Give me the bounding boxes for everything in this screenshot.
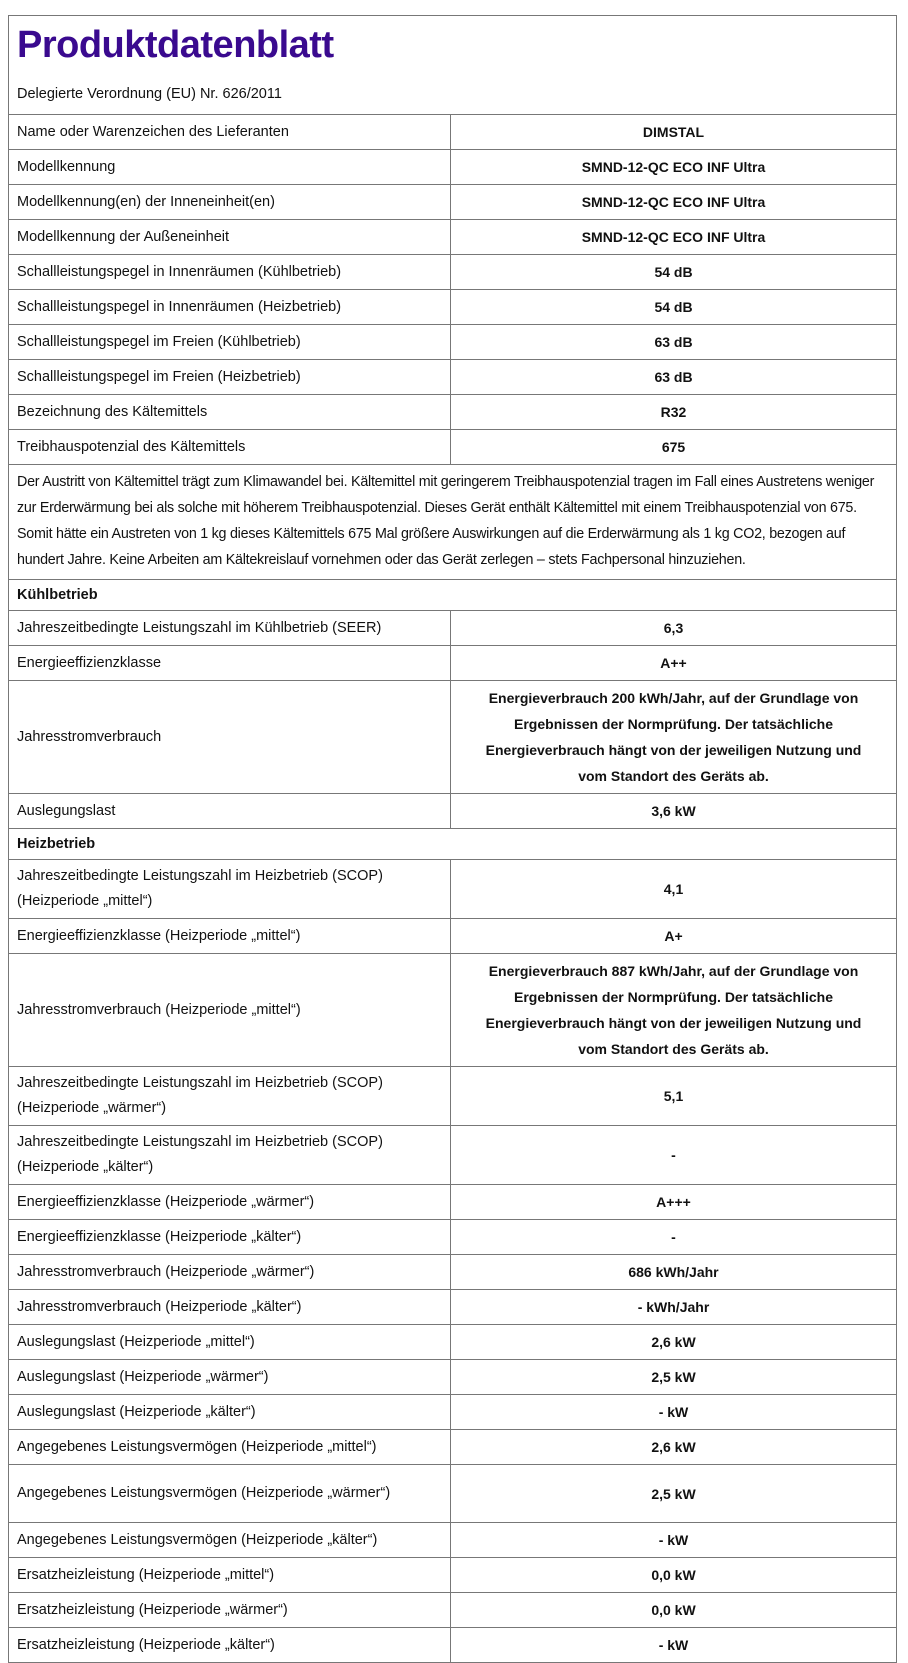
- row-label: Energieeffizienzklasse: [9, 646, 451, 680]
- section-heading: Heizbetrieb: [9, 829, 896, 860]
- row-label: Schallleistungspegel in Innenräumen (Heizbetrieb): [9, 290, 451, 324]
- table-row: [9, 1593, 896, 1628]
- table-row: [9, 115, 896, 150]
- table-row: [9, 255, 896, 290]
- row-value: -: [671, 1147, 676, 1163]
- row-value: DIMSTAL: [642, 124, 705, 140]
- row-label: Auslegungslast (Heizperiode „wärmer“): [9, 1360, 451, 1394]
- row-value: A+: [664, 928, 683, 944]
- row-label: Energieeffizienzklasse (Heizperiode „wärmer“): [9, 1185, 451, 1219]
- table-row: [9, 1126, 896, 1185]
- row-label: Schallleistungspegel im Freien (Kühlbetrieb): [9, 325, 451, 359]
- row-value: A++: [660, 655, 687, 671]
- row-label: Name oder Warenzeichen des Lieferanten: [9, 115, 451, 149]
- row-label: Jahresstromverbrauch (Heizperiode „mittel“): [9, 954, 451, 1066]
- row-label: Jahreszeitbedingte Leistungszahl im Kühlbetrieb (SEER): [9, 611, 451, 645]
- row-label: Energieeffizienzklasse (Heizperiode „mittel“): [9, 919, 451, 953]
- row-label: Ersatzheizleistung (Heizperiode „mittel“): [9, 1558, 451, 1592]
- table-row: [9, 1325, 896, 1360]
- row-value: 2,5 kW: [651, 1485, 696, 1502]
- row-value: R32: [660, 404, 687, 420]
- table-row: [9, 1395, 896, 1430]
- row-value: 2,6 kW: [651, 1334, 696, 1350]
- row-value: 0,0 kW: [651, 1602, 696, 1618]
- row-value: Energieverbrauch 887 kWh/Jahr, auf der Grundlage von Ergebnissen der Normprüfung. Der tatsächliche Energieverbrauch hängt von der jeweiligen Nutzung und vom Standort des Geräts ab.: [485, 963, 862, 1057]
- datasheet-header: [9, 16, 896, 115]
- table-row: [9, 220, 896, 255]
- table-row: [9, 1290, 896, 1325]
- table-row: [9, 860, 896, 919]
- row-value: 54 dB: [654, 264, 693, 280]
- row-label: Jahreszeitbedingte Leistungszahl im Heizbetrieb (SCOP) (Heizperiode „mittel“): [9, 860, 451, 918]
- row-value: 686 kWh/Jahr: [628, 1264, 719, 1280]
- row-label: Bezeichnung des Kältemittels: [9, 395, 451, 429]
- row-value: SMND-12-QC ECO INF Ultra: [581, 229, 766, 245]
- page-title: Produktdatenblatt: [17, 24, 334, 66]
- datasheet-table: [9, 115, 896, 1663]
- row-label: Jahresstromverbrauch: [9, 681, 451, 793]
- product-datasheet: [8, 15, 897, 1663]
- table-row: [9, 681, 896, 794]
- table-row: [9, 325, 896, 360]
- row-value: SMND-12-QC ECO INF Ultra: [581, 159, 766, 175]
- table-row: [9, 1465, 896, 1523]
- row-label: Ersatzheizleistung (Heizperiode „wärmer“): [9, 1593, 451, 1627]
- table-row: [9, 1185, 896, 1220]
- row-value: 63 dB: [654, 369, 693, 385]
- refrigerant-notice: Der Austritt von Kältemittel trägt zum Klimawandel bei. Kältemittel mit geringerem Treibhauspotenzial tragen im Fall eines Austretens weniger zur Erderwärmung bei als solche mit höherem Treibhauspotenzial. Dieses Gerät enthält Kältemittel mit einem Treibhauspotenzial von 675. Somit hätte ein Austreten von 1 kg dieses Kältemittels 675 Mal größere Auswirkungen auf die Erderwärmung als 1 kg CO2, bezogen auf hundert Jahre. Keine Arbeiten am Kältekreislauf vornehmen oder das Gerät zerlegen – stets Fachpersonal hinzuziehen.: [9, 465, 896, 580]
- row-value: 3,6 kW: [651, 803, 696, 819]
- table-row: [9, 1430, 896, 1465]
- row-value: - kW: [658, 1404, 689, 1420]
- table-row: [9, 185, 896, 220]
- regulation-subtitle: Delegierte Verordnung (EU) Nr. 626/2011: [17, 86, 282, 102]
- table-row: [9, 395, 896, 430]
- row-label: Auslegungslast (Heizperiode „kälter“): [9, 1395, 451, 1429]
- table-row: [9, 794, 896, 829]
- row-value: 63 dB: [654, 334, 693, 350]
- row-value: 54 dB: [654, 299, 693, 315]
- row-label: Jahresstromverbrauch (Heizperiode „wärmer“): [9, 1255, 451, 1289]
- row-value: 675: [661, 439, 686, 455]
- table-row: [9, 1628, 896, 1663]
- row-value: 0,0 kW: [651, 1567, 696, 1583]
- row-label: Jahreszeitbedingte Leistungszahl im Heizbetrieb (SCOP) (Heizperiode „kälter“): [9, 1126, 451, 1184]
- table-row: [9, 430, 896, 465]
- table-row: [9, 1067, 896, 1126]
- row-value: Energieverbrauch 200 kWh/Jahr, auf der Grundlage von Ergebnissen der Normprüfung. Der tatsächliche Energieverbrauch hängt von der jeweiligen Nutzung und vom Standort des Geräts ab.: [485, 690, 862, 784]
- row-value: 2,6 kW: [651, 1439, 696, 1455]
- row-label: Jahresstromverbrauch (Heizperiode „kälter“): [9, 1290, 451, 1324]
- table-row: [9, 919, 896, 954]
- row-value: -: [671, 1229, 676, 1245]
- row-value: - kW: [658, 1532, 689, 1548]
- table-row: [9, 1220, 896, 1255]
- row-value: - kWh/Jahr: [637, 1299, 710, 1315]
- table-row: [9, 290, 896, 325]
- row-label: Angegebenes Leistungsvermögen (Heizperiode „kälter“): [9, 1523, 451, 1557]
- row-label: Modellkennung: [9, 150, 451, 184]
- row-label: Modellkennung der Außeneinheit: [9, 220, 451, 254]
- row-label: Schallleistungspegel in Innenräumen (Kühlbetrieb): [9, 255, 451, 289]
- row-value: A+++: [656, 1194, 691, 1210]
- row-label: Modellkennung(en) der Inneneinheit(en): [9, 185, 451, 219]
- row-label: Ersatzheizleistung (Heizperiode „kälter“): [9, 1628, 451, 1662]
- table-row: [9, 360, 896, 395]
- row-label: Angegebenes Leistungsvermögen (Heizperiode „mittel“): [9, 1430, 451, 1464]
- row-label: Jahreszeitbedingte Leistungszahl im Heizbetrieb (SCOP) (Heizperiode „wärmer“): [9, 1067, 451, 1125]
- table-row: [9, 611, 896, 646]
- table-row: [9, 954, 896, 1067]
- table-row: [9, 150, 896, 185]
- table-row: [9, 1360, 896, 1395]
- table-row: [9, 1523, 896, 1558]
- table-row: [9, 646, 896, 681]
- row-label: Schallleistungspegel im Freien (Heizbetrieb): [9, 360, 451, 394]
- row-value: 6,3: [663, 620, 684, 636]
- table-row: [9, 1255, 896, 1290]
- row-value: SMND-12-QC ECO INF Ultra: [581, 194, 766, 210]
- row-value: 2,5 kW: [651, 1369, 696, 1385]
- row-value: 5,1: [663, 1088, 684, 1104]
- row-value: - kW: [658, 1637, 689, 1653]
- row-label: Auslegungslast (Heizperiode „mittel“): [9, 1325, 451, 1359]
- row-label: Treibhauspotenzial des Kältemittels: [9, 430, 451, 464]
- row-label: Auslegungslast: [9, 794, 451, 828]
- row-value: 4,1: [663, 881, 684, 897]
- row-label: Angegebenes Leistungsvermögen (Heizperiode „wärmer“): [9, 1465, 451, 1522]
- row-label: Energieeffizienzklasse (Heizperiode „kälter“): [9, 1220, 451, 1254]
- section-heading: Kühlbetrieb: [9, 580, 896, 611]
